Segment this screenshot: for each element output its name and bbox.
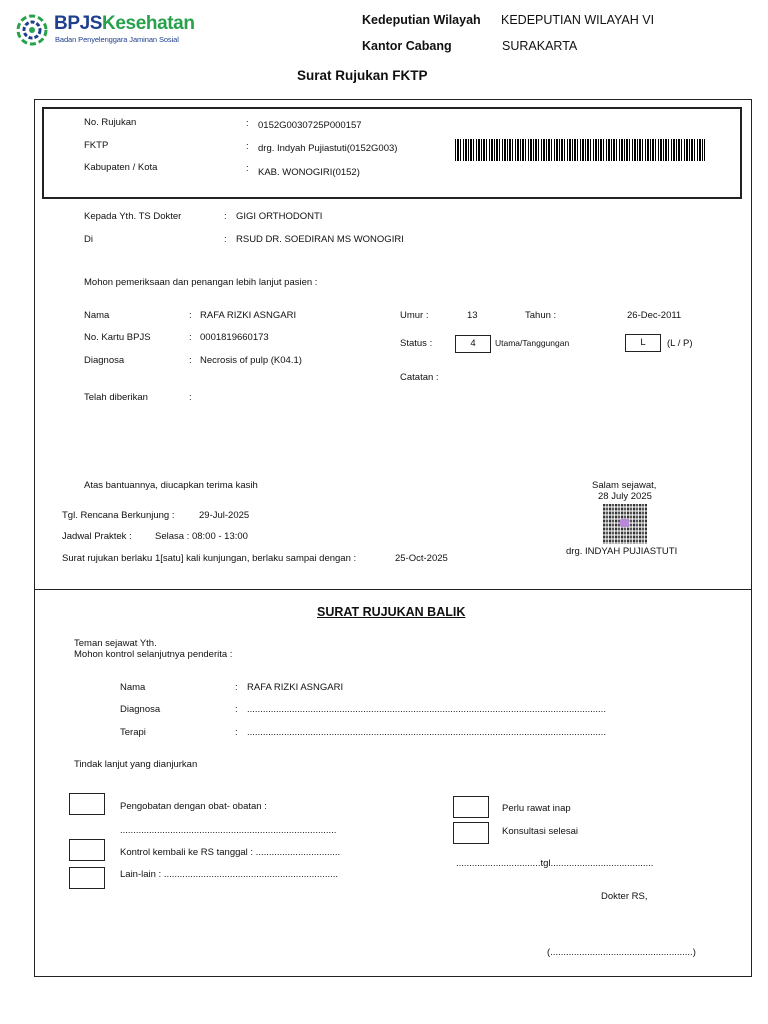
- dokter-rs-label: Dokter RS,: [601, 891, 648, 902]
- kedeputian-value: KEDEPUTIAN WILAYAH VI: [501, 13, 655, 27]
- berlaku-text: Surat rujukan berlaku 1[satu] kali kunjungan, berlaku sampai dengan :: [62, 553, 357, 564]
- balik-diagnosa-label: Diagnosa: [120, 704, 161, 715]
- tahun-label: Tahun :: [525, 310, 557, 321]
- telah-label: Telah diberikan: [84, 392, 148, 403]
- opt-pengobatan: Pengobatan dengan obat- obatan :: [120, 801, 267, 812]
- kedeputian-label: Kedeputian Wilayah: [362, 13, 481, 27]
- qr-code-center: [620, 519, 629, 527]
- nama-label: Nama: [84, 310, 110, 321]
- status-desc: Utama/Tanggungan: [495, 338, 570, 348]
- balik-mohon: Mohon kontrol selanjutnya penderita :: [74, 649, 233, 660]
- colon: :: [246, 163, 249, 174]
- nama-value: RAFA RIZKI ASNGARI: [200, 310, 297, 321]
- colon: :: [246, 141, 249, 152]
- mohon-text: Mohon pemeriksaan dan penangan lebih lanjut pasien :: [84, 277, 318, 288]
- kartu-label: No. Kartu BPJS: [84, 332, 151, 343]
- letter-date: 28 July 2025: [598, 491, 652, 502]
- kantor-value: SURAKARTA: [502, 39, 578, 53]
- opt-lain[interactable]: Lain-lain : ..................................................................: [120, 869, 339, 880]
- colon: :: [235, 727, 238, 738]
- checkbox-lain[interactable]: [69, 867, 105, 889]
- rencana-label: Tgl. Rencana Berkunjung :: [62, 510, 175, 521]
- colon: :: [235, 704, 238, 715]
- jadwal-value: Selasa : 08:00 - 13:00: [155, 531, 248, 542]
- colon: :: [189, 392, 192, 403]
- di-value: RSUD DR. SOEDIRAN MS WONOGIRI: [236, 234, 404, 245]
- colon: :: [224, 234, 227, 245]
- kantor-label: Kantor Cabang: [362, 39, 452, 53]
- opt-konsultasi: Konsultasi selesai: [502, 826, 579, 837]
- opt-pengobatan-dots[interactable]: ..................................................................................: [120, 825, 337, 836]
- bpjs-emblem-icon: [16, 14, 48, 46]
- balik-title: SURAT RUJUKAN BALIK: [317, 605, 466, 619]
- status-box: 4: [455, 335, 491, 353]
- diagnosa-label: Diagnosa: [84, 355, 125, 366]
- colon: :: [189, 310, 192, 321]
- page-title: Surat Rujukan FKTP: [297, 68, 428, 83]
- logo-brand-bpjs: BPJS: [54, 13, 103, 34]
- signature-line[interactable]: (......................................................): [547, 947, 696, 958]
- no-rujukan-label: No. Rujukan: [84, 117, 137, 128]
- opt-kontrol[interactable]: Kontrol kembali ke RS tanggal : ................................: [120, 847, 341, 858]
- tahun-value: 26-Dec-2011: [627, 310, 682, 321]
- balik-diagnosa-dots[interactable]: ........................................................................................................................................: [247, 704, 606, 715]
- terima-kasih: Atas bantuannya, diucapkan terima kasih: [84, 480, 258, 491]
- kab-label: Kabupaten / Kota: [84, 162, 158, 173]
- balik-terapi-label: Terapi: [120, 727, 146, 738]
- diagnosa-value: Necrosis of pulp (K04.1): [200, 355, 302, 366]
- logo-subtitle: Badan Penyelenggara Jaminan Sosial: [55, 35, 179, 44]
- colon: :: [189, 332, 192, 343]
- catatan-label: Catatan :: [400, 372, 439, 383]
- section-divider: [34, 589, 752, 590]
- jadwal-label: Jadwal Praktek :: [62, 531, 132, 542]
- logo-brand-kesehatan: Kesehatan: [102, 13, 195, 34]
- balik-greeting: Teman sejawat Yth.: [74, 638, 157, 649]
- checkbox-kontrol[interactable]: [69, 839, 105, 861]
- colon: :: [235, 682, 238, 693]
- berlaku-value: 25-Oct-2025: [395, 553, 448, 564]
- kab-value: KAB. WONOGIRI(0152): [258, 167, 360, 178]
- balik-terapi-dots[interactable]: ........................................................................................................................................: [247, 727, 606, 738]
- fktp-label: FKTP: [84, 140, 109, 151]
- fktp-value: drg. Indyah Pujiastuti(0152G003): [258, 143, 398, 154]
- umur-value: 13: [467, 310, 478, 321]
- kepada-label: Kepada Yth. TS Dokter: [84, 211, 182, 222]
- gender-desc: (L / P): [667, 338, 693, 349]
- umur-label: Umur :: [400, 310, 429, 321]
- checkbox-pengobatan[interactable]: [69, 793, 105, 815]
- kepada-value: GIGI ORTHODONTI: [236, 211, 323, 222]
- checkbox-rawat-inap[interactable]: [453, 796, 489, 818]
- checkbox-konsultasi[interactable]: [453, 822, 489, 844]
- no-rujukan-value: 0152G0030725P000157: [258, 120, 362, 131]
- salam-text: Salam sejawat,: [592, 480, 657, 491]
- colon: :: [246, 118, 249, 129]
- rencana-value: 29-Jul-2025: [199, 510, 250, 521]
- gender-box: L: [625, 334, 661, 352]
- colon: :: [189, 355, 192, 366]
- colon: :: [224, 211, 227, 222]
- status-label: Status :: [400, 338, 433, 349]
- tgl-line[interactable]: ................................tgl.......................................: [456, 858, 654, 869]
- opt-rawat-inap: Perlu rawat inap: [502, 803, 571, 814]
- di-label: Di: [84, 234, 93, 245]
- barcode: [455, 139, 705, 161]
- tindak-label: Tindak lanjut yang dianjurkan: [74, 759, 198, 770]
- bpjs-logo: [16, 12, 206, 48]
- kartu-value: 0001819660173: [200, 332, 269, 343]
- balik-nama-label: Nama: [120, 682, 146, 693]
- signer-name: drg. INDYAH PUJIASTUTI: [566, 546, 678, 557]
- balik-nama-value: RAFA RIZKI ASNGARI: [247, 682, 344, 693]
